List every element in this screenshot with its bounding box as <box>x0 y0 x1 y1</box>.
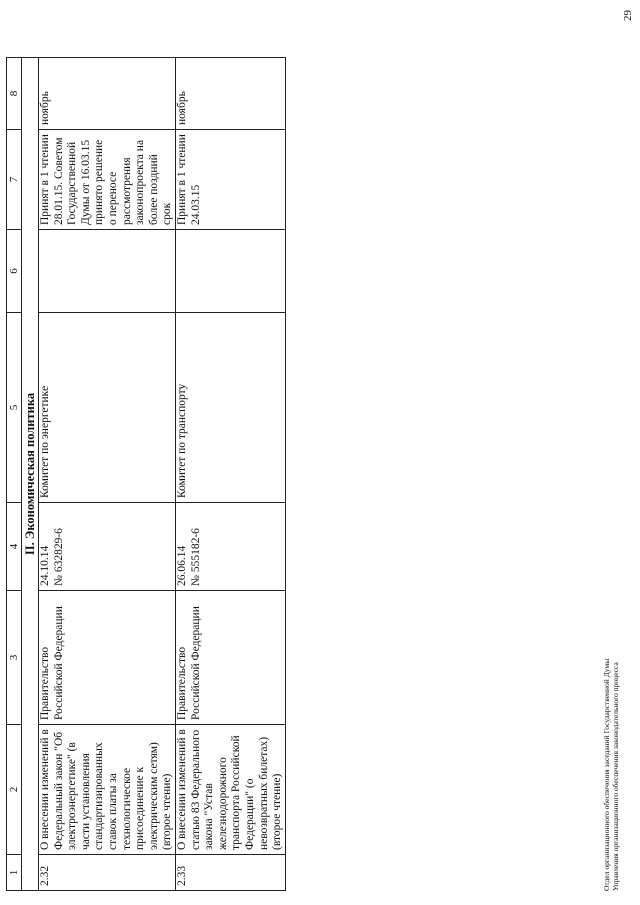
page-footer <box>602 659 620 891</box>
page-number: 29 <box>622 10 634 21</box>
responsible-committee: Комитет по энергетике <box>39 313 176 503</box>
column-number: 8 <box>7 58 22 130</box>
agenda-table <box>6 57 286 891</box>
bill-number: № 555182-6 <box>189 528 202 586</box>
column-number: 7 <box>7 130 22 230</box>
empty-cell <box>39 230 176 313</box>
responsible-committee: Комитет по транспорту <box>175 313 285 503</box>
planned-month: ноябрь <box>175 58 285 130</box>
bill-status: Принят в 1 чтении 28.01.15. Советом Государственной Думы от 16.03.15 принято решение о переносе рассмотрения законопроекта на более поздний срок <box>39 130 176 230</box>
column-number-row <box>7 58 22 891</box>
bill-date-number <box>39 503 176 591</box>
table-row <box>175 58 285 891</box>
column-number: 4 <box>7 503 22 591</box>
column-number: 6 <box>7 230 22 313</box>
bill-status: Принят в 1 чтении 24.03.15 <box>175 130 285 230</box>
bill-date: 26.06.14 <box>175 545 188 586</box>
row-number: 2.33 <box>175 855 285 891</box>
bill-date-number <box>175 503 285 591</box>
column-number: 3 <box>7 591 22 725</box>
column-number: 2 <box>7 725 22 855</box>
footer-line: Управления организационного обеспечения законодательного процесса <box>611 662 620 891</box>
bill-initiator: Правительство Российской Федерации <box>39 591 176 725</box>
row-number: 2.32 <box>39 855 176 891</box>
bill-title: О внесении изменений в Федеральный закон "Об электроэнергетике" (в части установления стандартизированных ставок платы за технологическое присоединение к электрическим сетям) (второе чтение) <box>39 725 176 855</box>
bill-number: № 632829-6 <box>52 528 65 586</box>
footer-line: Отдел организационного обеспечения заседаний Государственной Думы <box>602 658 611 891</box>
column-number: 1 <box>7 855 22 891</box>
bill-initiator: Правительство Российской Федерации <box>175 591 285 725</box>
table-row <box>39 58 176 891</box>
empty-cell <box>175 230 285 313</box>
bill-title: О внесении изменений в статью 83 Федерального закона "Устав железнодорожного транспорта Российской Федерации" (о невозвратных билетах) (второе чтение) <box>175 725 285 855</box>
section-title: II. Экономическая политика <box>22 58 39 891</box>
planned-month: ноябрь <box>39 58 176 130</box>
column-number: 5 <box>7 313 22 503</box>
section-row <box>22 58 39 891</box>
bill-date: 24.10.14 <box>39 545 51 586</box>
